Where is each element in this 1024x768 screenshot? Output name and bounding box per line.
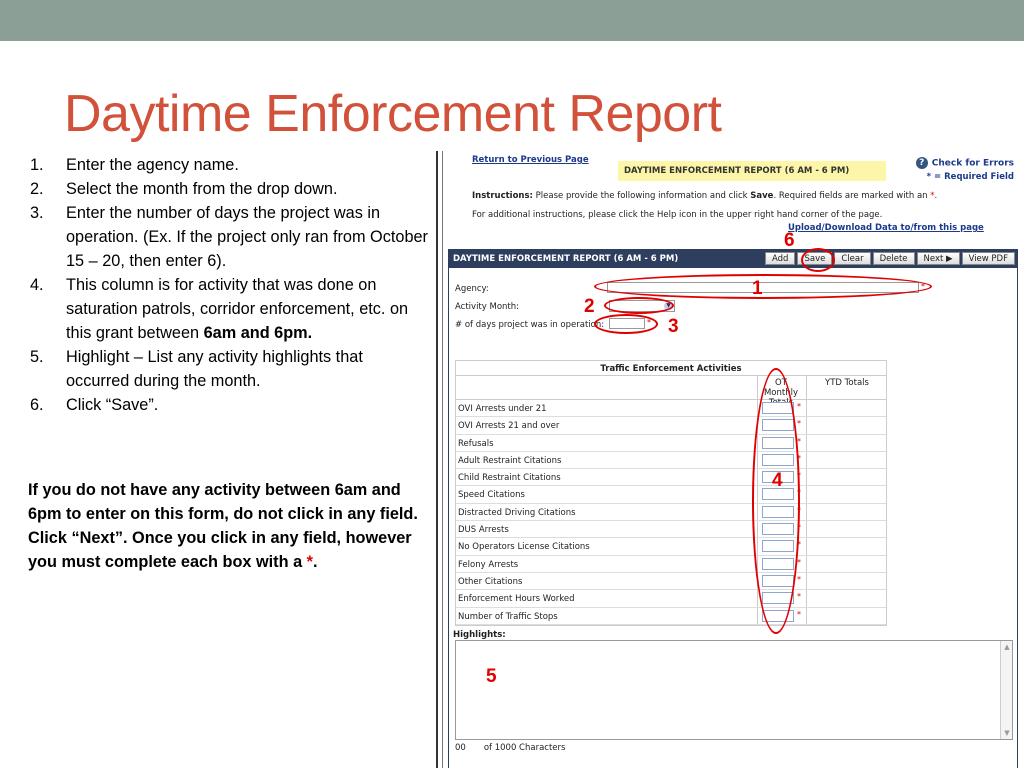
annotation-oval-days <box>594 314 658 334</box>
annotation-number-5: 5 <box>486 666 497 687</box>
character-limit: of 1000 Characters <box>483 743 566 753</box>
table-row <box>456 538 886 555</box>
instructions-tail: . Required fields are marked with an <box>773 191 931 201</box>
table-row <box>456 504 886 521</box>
annotation-oval-save <box>801 248 835 272</box>
step-number: 3. <box>30 204 44 222</box>
table-row <box>456 573 886 590</box>
annotation-number-3: 3 <box>668 316 679 337</box>
note-end: . <box>313 553 318 571</box>
table-body <box>456 400 886 625</box>
upload-download-link[interactable]: Upload/Download Data to/from this page <box>788 223 984 233</box>
table-row <box>456 452 886 469</box>
row-label: Distracted Driving Citations <box>458 507 576 518</box>
step-text: This column is for activity that was done on saturation patrols, corridor enforcement, etc. on this grant between <box>66 276 409 342</box>
step-number: 2. <box>30 180 44 198</box>
row-label: Child Restraint Citations <box>458 473 561 484</box>
clear-button[interactable]: Clear <box>834 252 870 265</box>
row-required-star: * <box>797 471 801 481</box>
form-screenshot <box>436 151 1024 768</box>
days-required-star: * <box>647 318 651 327</box>
table-row <box>456 400 886 417</box>
annotation-oval-ot-column <box>752 368 800 634</box>
step-number: 5. <box>30 348 44 366</box>
instructions-star: * <box>930 191 935 201</box>
table-row <box>456 556 886 573</box>
chevron-down-icon: ▼ <box>664 302 673 310</box>
slide-title: Daytime Enforcement Report <box>64 85 722 143</box>
step-5 <box>30 345 430 393</box>
row-label: Felony Arrests <box>458 559 519 570</box>
column-divider <box>806 376 807 399</box>
row-required-star: * <box>797 419 801 429</box>
step-bold-text: 6am and 6pm. <box>203 324 313 342</box>
row-label: OVI Arrests under 21 <box>458 404 547 414</box>
days-in-operation-label: # of days project was in operation: <box>455 320 605 330</box>
panel-title: DAYTIME ENFORCEMENT REPORT (6 AM - 6 PM) <box>453 254 679 264</box>
row-required-star: * <box>797 523 801 533</box>
table-row <box>456 590 886 607</box>
step-text: Enter the agency name. <box>66 156 239 174</box>
row-label: Adult Restraint Citations <box>458 455 562 466</box>
scroll-up-icon[interactable]: ▲ <box>1004 643 1010 651</box>
column-divider <box>806 435 807 451</box>
annotation-oval-month <box>604 297 674 314</box>
column-divider <box>806 469 807 485</box>
table-row <box>456 435 886 452</box>
column-divider <box>806 608 807 624</box>
row-label: Other Citations <box>458 576 523 587</box>
annotation-number-1: 1 <box>752 278 763 299</box>
instructions-end: . <box>934 191 938 201</box>
save-button[interactable]: Save <box>797 252 832 265</box>
return-to-previous-link[interactable]: Return to Previous Page <box>472 155 589 165</box>
additional-instructions: For additional instructions, please click the Help icon in the upper right hand corner of the page. <box>472 210 883 220</box>
table-header-row <box>456 376 886 400</box>
annotation-oval-agency <box>594 274 932 299</box>
row-required-star: * <box>797 402 801 411</box>
column-divider <box>806 417 807 433</box>
column-divider <box>806 452 807 468</box>
row-label: No Operators License Citations <box>458 542 590 553</box>
view-pdf-button[interactable]: View PDF <box>962 252 1015 265</box>
ot-monthly-totals-header: OT Monthly <box>763 378 799 398</box>
step-text: Click “Save”. <box>66 396 159 414</box>
row-required-star: * <box>797 574 801 584</box>
table-row <box>456 486 886 503</box>
note-text: If you do not have any activity between 6am and 6pm to enter on this form, do not click in any field. Click “Next”. Once you click in any field, however you must complete each box with a <box>28 481 418 571</box>
required-field-legend: * = Required Field <box>926 172 1014 182</box>
table-title: Traffic Enforcement Activities <box>456 361 886 376</box>
step-text: Select the month from the drop down. <box>66 180 338 198</box>
character-count: 00 <box>455 743 466 753</box>
add-button[interactable]: Add <box>765 252 795 265</box>
step-text: Highlight – List any activity highlights that occurred during the month. <box>66 348 363 390</box>
table-row <box>456 608 886 625</box>
step-number: 1. <box>30 156 44 174</box>
column-divider <box>806 538 807 554</box>
form-top-info <box>438 151 1024 247</box>
annotation-number-6: 6 <box>784 230 795 251</box>
textarea-scrollbar[interactable] <box>1000 641 1012 739</box>
instructions-label: Instructions: <box>472 191 533 201</box>
annotation-number-2: 2 <box>584 296 595 317</box>
panel-header <box>449 250 1017 268</box>
column-divider <box>806 400 807 416</box>
row-required-star: * <box>797 436 801 446</box>
step-3 <box>30 201 430 273</box>
row-required-star: * <box>797 453 801 463</box>
instructions-body: Please provide the following information and click <box>532 191 751 201</box>
agency-required-star: * <box>921 282 925 291</box>
column-divider <box>757 608 758 624</box>
step-4 <box>30 273 430 345</box>
row-required-star: * <box>797 592 801 602</box>
delete-button[interactable]: Delete <box>873 252 915 265</box>
row-required-star: * <box>797 609 801 619</box>
row-required-star: * <box>797 557 801 567</box>
table-row <box>456 521 886 538</box>
character-counter <box>455 743 565 753</box>
table-row <box>456 469 886 486</box>
slide-top-bar <box>0 0 1024 41</box>
traffic-enforcement-table <box>455 360 887 626</box>
column-divider <box>806 521 807 537</box>
next-button[interactable]: Next ▶ <box>917 252 960 265</box>
row-label: Speed Citations <box>458 490 525 501</box>
step-text: Enter the number of days the project was in operation. (Ex. If the project only ran from October 15 – 20, then enter 6). <box>66 204 428 270</box>
highlights-label: Highlights: <box>453 630 506 640</box>
table-row <box>456 417 886 434</box>
highlights-textarea[interactable] <box>455 640 1013 740</box>
step-6 <box>30 393 430 417</box>
row-required-star: * <box>797 540 801 550</box>
column-divider <box>806 573 807 589</box>
step-number: 4. <box>30 276 44 294</box>
no-activity-note <box>28 478 430 574</box>
note-required-star: * <box>306 553 313 571</box>
row-label: Number of Traffic Stops <box>458 611 558 622</box>
activity-month-label: Activity Month: <box>455 302 519 312</box>
row-label: Refusals <box>458 438 494 449</box>
column-divider <box>806 556 807 572</box>
instruction-steps <box>30 153 430 417</box>
step-2 <box>30 177 430 201</box>
help-icon[interactable]: ? <box>916 157 928 169</box>
step-1 <box>30 153 430 177</box>
row-label: Enforcement Hours Worked <box>458 594 575 605</box>
row-label: OVI Arrests 21 and over <box>458 421 560 432</box>
row-label: DUS Arrests <box>458 525 509 536</box>
check-errors-label: Check for Errors <box>931 158 1014 169</box>
step-number: 6. <box>30 396 44 414</box>
check-for-errors-link[interactable] <box>890 157 1014 169</box>
agency-label: Agency: <box>455 284 489 294</box>
ytd-totals-header: YTD Totals <box>825 378 869 388</box>
report-banner: DAYTIME ENFORCEMENT REPORT (6 AM - 6 PM) <box>618 161 886 181</box>
column-divider <box>806 486 807 502</box>
row-required-star: * <box>797 505 801 515</box>
annotation-number-4: 4 <box>772 470 783 491</box>
report-panel <box>448 249 1018 768</box>
instructions-text <box>472 191 1012 201</box>
column-divider <box>806 590 807 606</box>
instructions-save: Save <box>750 191 774 201</box>
scroll-down-icon[interactable]: ▼ <box>1004 729 1010 737</box>
row-required-star: * <box>797 488 801 498</box>
column-divider <box>806 504 807 520</box>
